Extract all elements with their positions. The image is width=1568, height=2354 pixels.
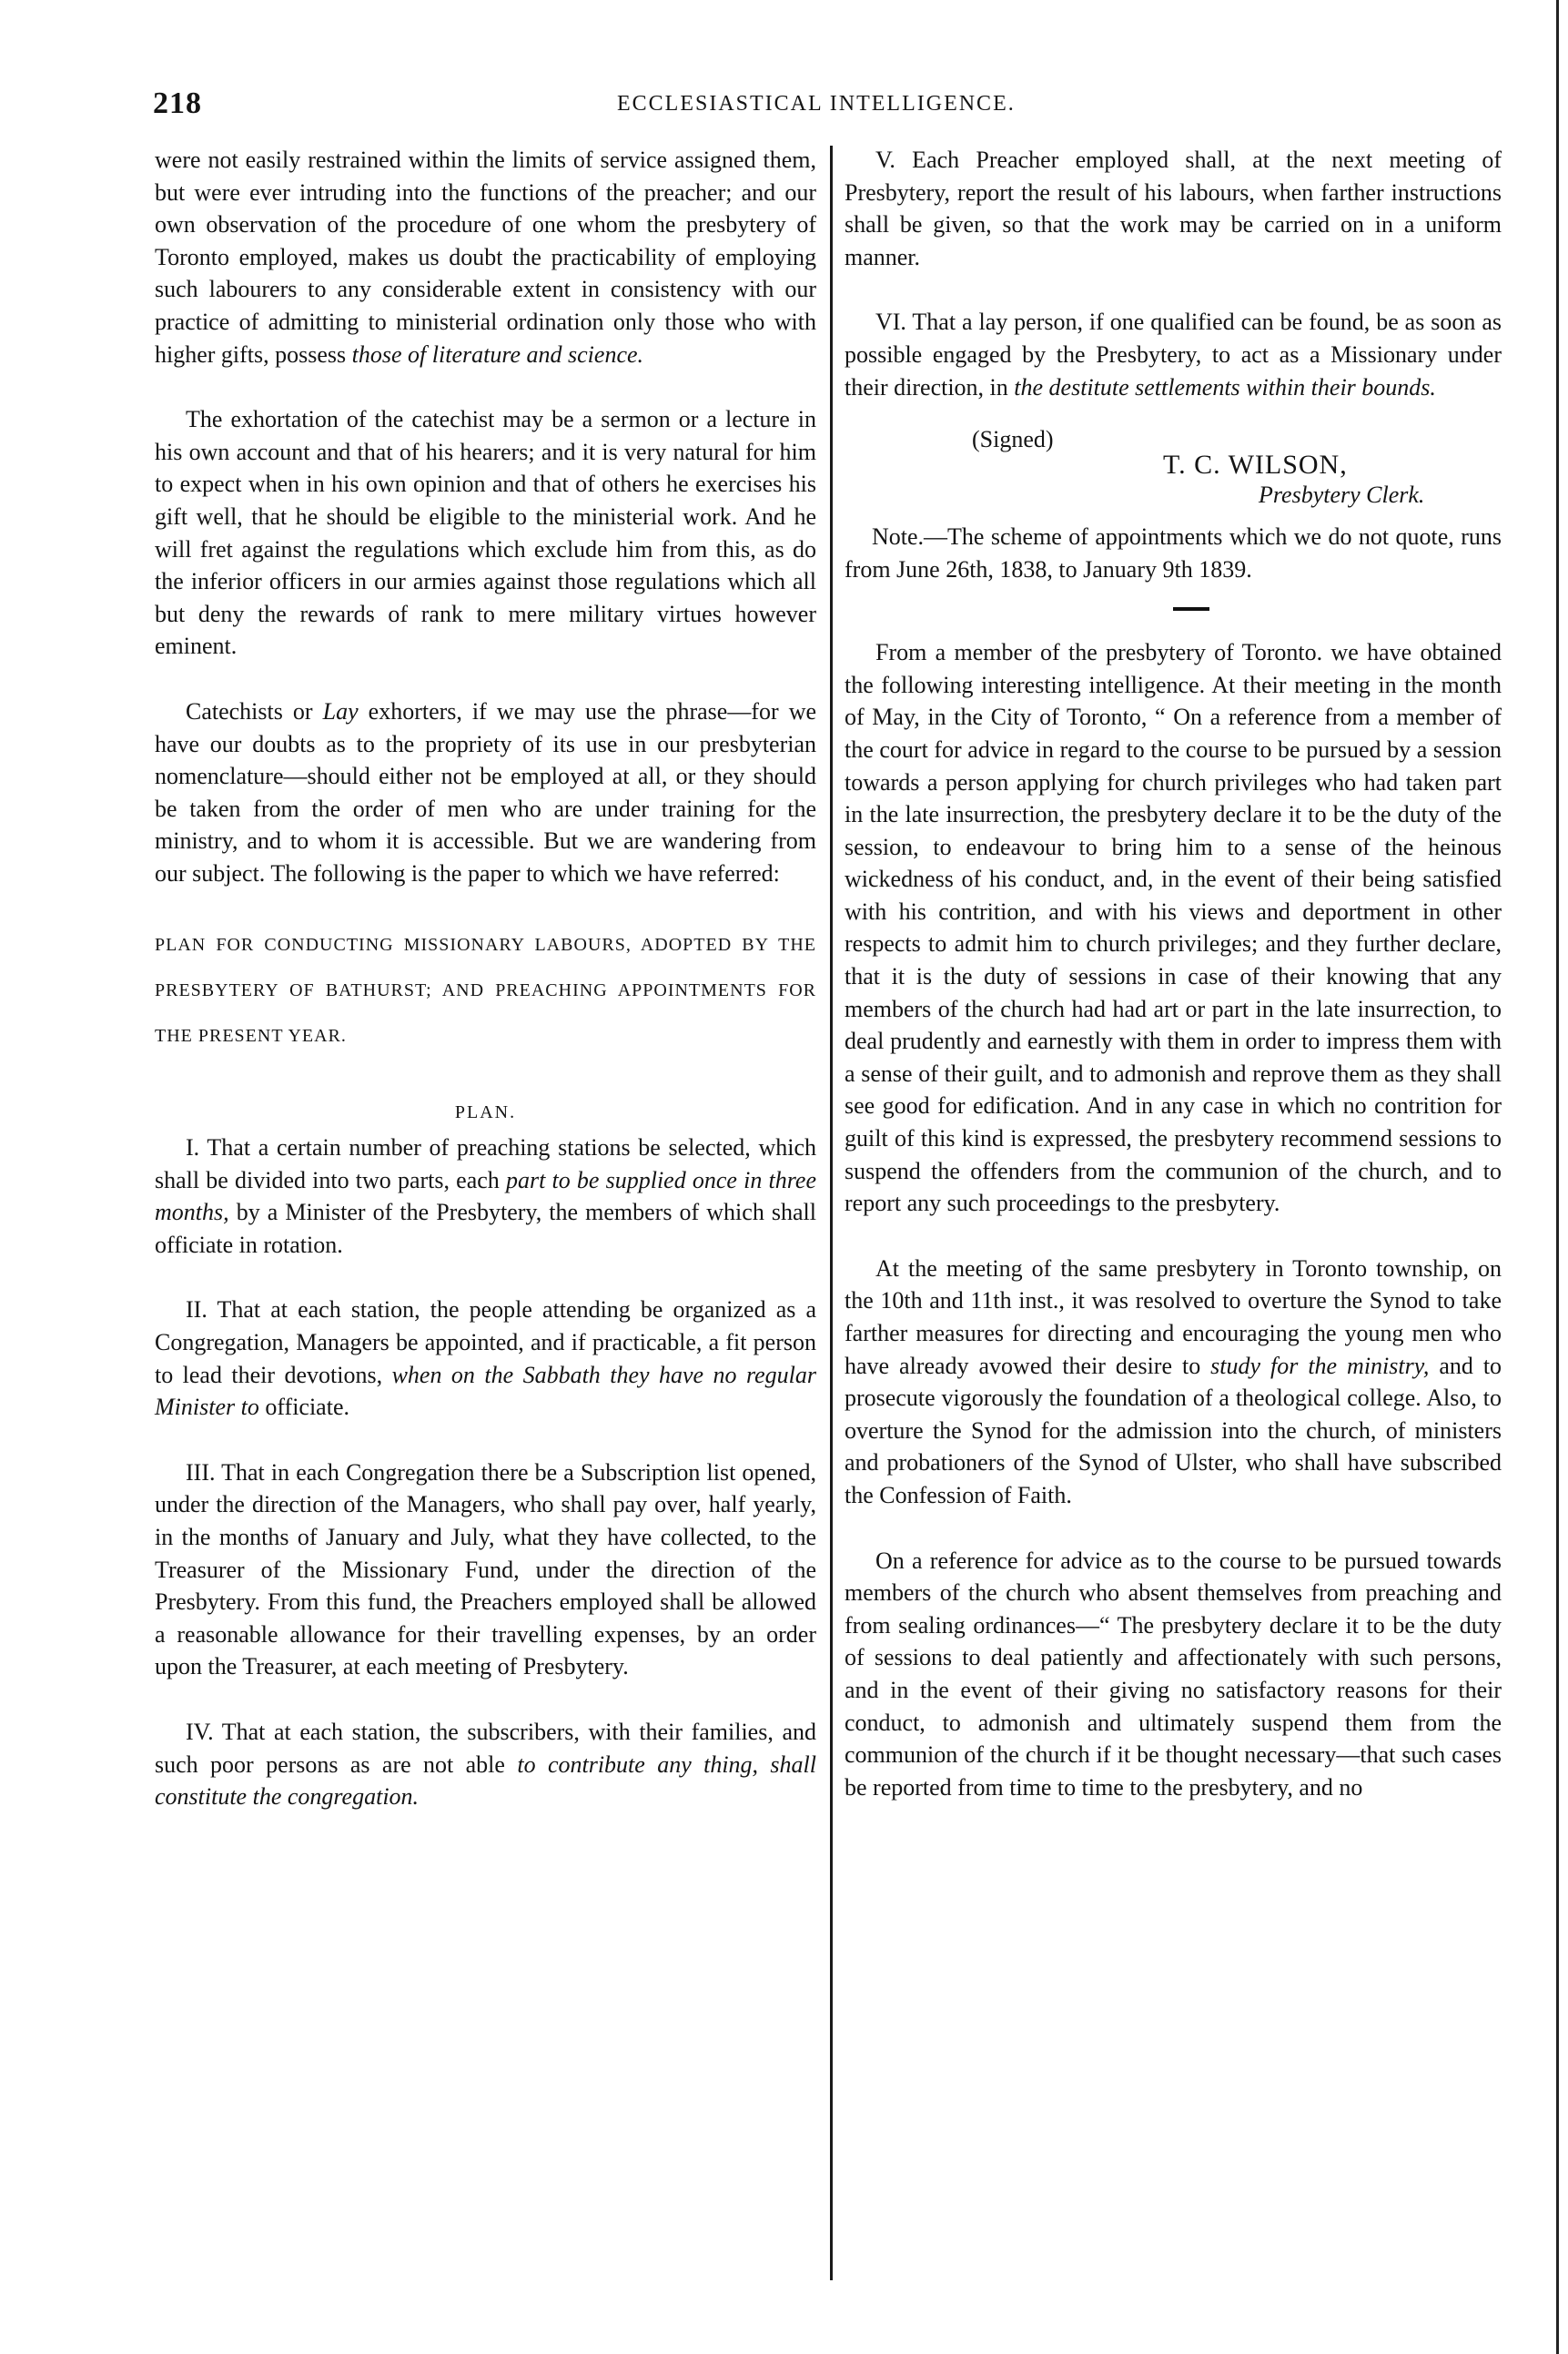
italic-phrase: those of literature and science. (351, 340, 644, 368)
signature-title: Presbytery Clerk. (1259, 482, 1425, 509)
right-column (845, 144, 1502, 1836)
running-title: ECCLESIASTICAL INTELLIGENCE. (617, 92, 1016, 116)
page-edge-rule (1556, 0, 1559, 2354)
plan-item-3: III. That in each Congregation there be a Subscription list opened, under the direction of the Managers, who shall pay over, half yearly, in the months of January and July, what they have collected, to the Treasurer of the Missionary Fund, under the direction of the Presbytery. From this fund, the Preachers employed shall be allowed a reasonable allowance for their travelling expenses, by an order upon the Treasurer, at each meeting of Presbytery. (155, 1458, 816, 1680)
column-divider (830, 146, 833, 2280)
plan-title: PLAN FOR CONDUCTING MISSIONARY LABOURS, ADOPTED BY THE PRESBYTERY OF BATHURST; AND PREACHING APPOINTMENTS FOR THE PRESENT YEAR. (155, 935, 816, 1047)
plan-item-2: II. That at each station, the people attending be organized as a Congregation, Managers be appointed, and if practicable, a fit person to lead their devotions, when on the Sabbath they have no regular Minister to officiate. (155, 1296, 816, 1421)
plan-item-5: V. Each Preacher employed shall, at the next meeting of Presbytery, report the result of his labours, when farther instructions shall be given, so that the work may be carried on in a uniform manner. (845, 147, 1502, 270)
section-divider (1173, 607, 1209, 611)
paragraph-exhortation: The exhortation of the catechist may be a sermon or a lecture in his own account and that of his hearers; and it is very natural for him to expect when in his own opinion and that of others he exercises his gift well, that he should be eligible to the ministerial work. And he will fret against the regulations which exclude him from this, as do the inferior officers in our armies against those regulations which all but deny the rewards of rank to mere military virtues however eminent. (155, 406, 816, 660)
paragraph-toronto-township-meeting: At the meeting of the same presbytery in Toronto township, on the 10th and 11th inst., it was resolved to overture the Synod to take farther measures for directing and encouraging the young men who have already avowed their desire to study for the ministry, and to prosecute vigorously the foundation of a theological college. Also, to overture the Synod for the admission into the church, of ministers and probationers of the Synod of Ulster, who shall have subscribed the Confession of Faith. (845, 1254, 1502, 1508)
signature-name: T. C. WILSON, (1163, 449, 1348, 480)
plan-item-6: VI. That a lay person, if one qualified can be found, be as soon as possible engaged by the Presbytery, to act as a Missionary under their direction, in the destitute settlements within their bounds. (845, 309, 1502, 401)
signed-label: (Signed) (972, 426, 1054, 453)
paragraph-catechists-continued: were not easily restrained within the limits of service assigned them, but were ever intruding into the functions of the preacher; and our own observation of the procedure of one whom the presbytery of Toronto employed, makes us doubt the practicability of employing such labourers to any considerable extent in consistency with our practice of admitting to ministerial ordination only those who with higher gifts, possess those of literature and science. (155, 147, 816, 368)
plan-heading: PLAN. (454, 1102, 517, 1123)
note-paragraph: Note.—The scheme of appointments which we do not quote, runs from June 26th, 1838, to January 9th 1839. (845, 523, 1502, 583)
page-number: 218 (153, 86, 202, 120)
running-head (153, 86, 1500, 123)
plan-item-1: I. That a certain number of preaching stations be selected, which shall be divided into two parts, each part to be supplied once in three months, by a Minister of the Presbytery, the members of which shall officiate in rotation. (155, 1134, 817, 1258)
left-column (155, 144, 816, 1846)
plan-item-4: IV. That at each station, the subscribers, with their families, and such poor persons as are not able to contribute any thing, shall constitute the congregation. (155, 1718, 817, 1811)
paragraph-toronto-intelligence: From a member of the presbytery of Toronto. we have obtained the following interesting intelligence. At their meeting in the month of May, in the City of Toronto, “ On a reference from a member of the court for advice in regard to the course to be pursued by a session towards a person applying for church privileges who had taken part in the late insurrection, the presbytery declare it to be the duty of the session, to endeavour to bring him to a sense of the heinous wickedness of his conduct, and, in the event of their being satisfied with his contrition, and with his views and deportment in other respects to admit him to church privileges; and they further declare, that it is the duty of sessions in case of their knowing that any members of the church had had art or part in the late insurrection, to deal prudently and earnestly with them in order to impress them with a sense of their guilt, and to admonish and reprove them as they shall see good for edification. And in any case in which no contrition for guilt of this kind is expressed, the presbytery recommend sessions to suspend the offenders from the communion of the church, and to report any such proceedings to the presbytery. (845, 639, 1502, 1217)
paragraph-lay-exhorters: Catechists or Lay exhorters, if we may use the phrase—for we have our doubts as to the propriety of its use in our presbyterian nomenclature—should either not be employed at all, or they should be taken from the order of men who are under training for the ministry, and to whom it is accessible. But we are wandering from our subject. The following is the paper to which we have referred: (155, 697, 817, 887)
paragraph-absentees-reference: On a reference for advice as to the course to be pursued towards members of the church who absent themselves from preaching and from sealing ordinances—“ The presbytery declare it to be the duty of sessions to deal patiently and affectionately with such persons, and in the event of their giving no satisfactory reasons for their conduct, to admonish and ultimately suspend them from the communion of the church if it be thought necessary—that such cases be reported from time to time to the presbytery, and no (845, 1547, 1502, 1801)
